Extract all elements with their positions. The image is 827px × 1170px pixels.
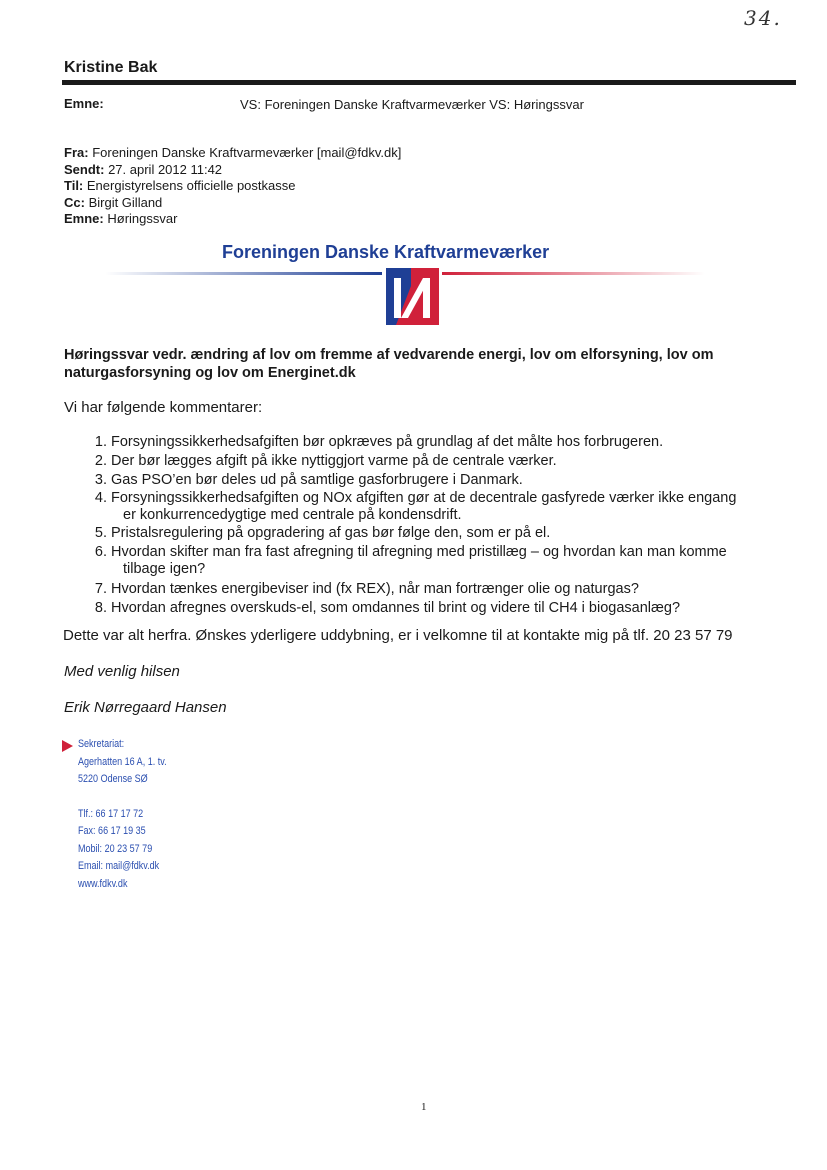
comment-number: 2. xyxy=(94,453,107,469)
cc-row xyxy=(64,195,664,212)
to-label: Til: xyxy=(64,178,84,193)
comment-number: 4. xyxy=(94,490,107,506)
page-number: 1 xyxy=(421,1101,427,1113)
contact-website[interactable]: www.fdkv.dk xyxy=(78,877,128,890)
comment-item xyxy=(94,525,801,544)
letter-heading-line-2: naturgasforsyning og lov om Energinet.dk xyxy=(64,365,356,381)
comment-number: 6. xyxy=(94,544,107,560)
comment-text: Pristalsregulering på opgradering af gas bør følge den, som er på el. xyxy=(111,525,551,541)
header-rule xyxy=(62,80,796,85)
comment-text: Hvordan skifter man fra fast afregning til afregning med pristillæg – og hvordan kan man komme xyxy=(111,544,727,560)
contact-address-line-2: 5220 Odense SØ xyxy=(78,773,148,785)
top-subject-label: Emne: xyxy=(64,96,104,111)
comment-number: 8. xyxy=(94,600,107,616)
comment-item xyxy=(94,600,801,619)
contact-email[interactable]: Email: mail@fdkv.dk xyxy=(78,860,160,872)
top-subject: VS: Foreningen Danske Kraftvarmeværker VS: Høringssvar xyxy=(240,97,584,112)
letter-heading xyxy=(64,346,804,382)
comment-item xyxy=(94,581,801,600)
subject-value: Høringssvar xyxy=(107,211,178,226)
comment-text: Der bør lægges afgift på ikke nyttiggjort varme på de centrale værker. xyxy=(111,453,557,469)
email-header xyxy=(64,145,664,228)
comment-item xyxy=(94,544,801,581)
comment-list xyxy=(94,434,801,619)
greeting: Med venlig hilsen xyxy=(64,663,180,680)
comment-text: Hvordan tænkes energibeviser ind (fx REX), når man fortrænger olie og naturgas? xyxy=(111,581,639,597)
comment-text-continued: tilbage igen? xyxy=(123,561,206,577)
cc-value: Birgit Gilland xyxy=(88,194,163,210)
comment-number: 1. xyxy=(94,434,107,450)
subject-row xyxy=(64,211,664,228)
from-value: Foreningen Danske Kraftvarmeværker [mail@fdkv.dk] xyxy=(92,145,402,160)
contact-phone: Tlf.: 66 17 17 72 xyxy=(78,807,144,820)
sent-value: 27. april 2012 11:42 xyxy=(108,161,223,177)
comment-item xyxy=(94,453,801,472)
from-row xyxy=(64,145,664,162)
comment-number: 3. xyxy=(94,472,107,488)
letter-intro: Vi har følgende kommentarer: xyxy=(64,399,263,416)
comment-number: 7. xyxy=(94,581,107,597)
mailbox-owner: Kristine Bak xyxy=(64,59,158,76)
contact-fax: Fax: 66 17 19 35 xyxy=(78,825,146,837)
comment-text-continued: er konkurrencedygtige med centrale på kondensdrift. xyxy=(123,507,462,523)
signature: Erik Nørregaard Hansen xyxy=(64,699,227,716)
contact-block xyxy=(78,736,167,893)
handwritten-page-stamp: 34. xyxy=(744,6,782,30)
comment-item xyxy=(94,490,801,525)
comment-text: Gas PSO’en bør deles ud på samtlige gasforbrugere i Danmark. xyxy=(111,472,523,488)
comment-text: Forsyningssikkerhedsafgiften bør opkræves på grundlag af det målte hos forbrugeren. xyxy=(111,434,664,450)
to-value: Energistyrelsens officielle postkasse xyxy=(86,178,296,193)
contact-marker-icon xyxy=(62,740,73,752)
cc-label: Cc: xyxy=(64,194,85,210)
comment-text: Hvordan afregnes overskuds-el, som omdannes til brint og videre til CH4 i biogasanlæg? xyxy=(111,600,681,616)
comment-number: 5. xyxy=(94,525,107,541)
comment-item xyxy=(94,434,801,453)
contact-spacer xyxy=(78,789,167,806)
sent-row xyxy=(64,162,664,179)
comment-item xyxy=(94,472,801,490)
comment-text: Forsyningssikkerhedsafgiften og NOx afgiften gør at de decentrale gasfyrede værker ikke engang xyxy=(111,490,737,506)
organization-logo-text: Foreningen Danske Kraftvarmeværker xyxy=(222,242,550,262)
contact-title: Sekretariat: xyxy=(78,738,125,750)
sent-label: Sendt: xyxy=(64,161,105,177)
to-row xyxy=(64,178,664,195)
letter-heading-line-1: Høringssvar vedr. ændring af lov om fremme af vedvarende energi, lov om elforsyning, lov om xyxy=(64,347,714,363)
contact-mobile: Mobil: 20 23 57 79 xyxy=(78,842,153,855)
organization-logo-icon xyxy=(105,264,705,328)
closing-paragraph: Dette var alt herfra. Ønskes yderligere uddybning, er i velkomne til at kontakte mig på tlf. 20 23 57 79 xyxy=(63,627,733,644)
contact-address-line-1: Agerhatten 16 A, 1. tv. xyxy=(78,755,167,768)
subject-label: Emne: xyxy=(64,211,104,226)
from-label: Fra: xyxy=(64,145,89,160)
